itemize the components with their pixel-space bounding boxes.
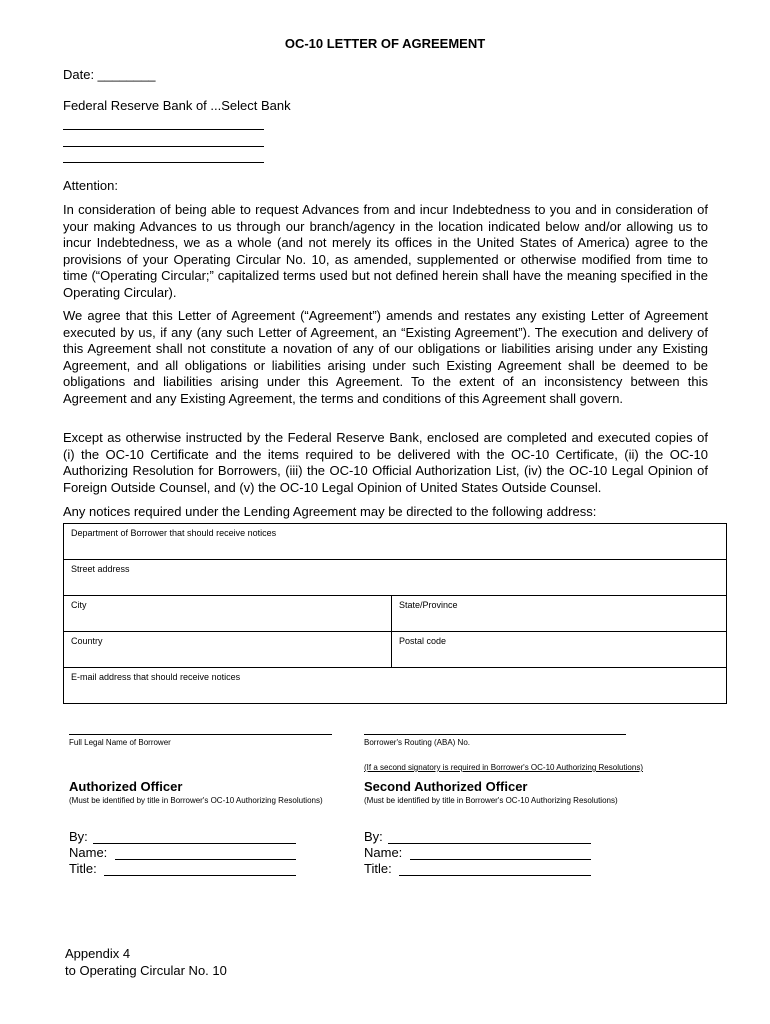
country-label: Country (71, 636, 103, 646)
city-field[interactable] (64, 596, 392, 632)
officer2-by-line[interactable] (388, 843, 591, 844)
date-line[interactable]: Date: ________ (63, 67, 156, 82)
state-label: State/Province (399, 600, 458, 610)
officer2-by-label: By: (364, 829, 383, 844)
officer1-title-line[interactable] (104, 875, 296, 876)
department-field[interactable] (64, 524, 727, 560)
officer2-name-line[interactable] (410, 859, 591, 860)
address-line-2[interactable] (63, 146, 264, 147)
borrower-name-line[interactable] (69, 734, 332, 735)
footer-appendix: Appendix 4 (65, 946, 131, 961)
borrower-name-label: Full Legal Name of Borrower (69, 738, 171, 747)
department-label: Department of Borrower that should receive notices (71, 528, 277, 538)
second-officer-heading: Second Authorized Officer (364, 779, 528, 794)
paragraph-agreement: We agree that this Letter of Agreement (“Agreement”) amends and restates any existing Letter of Agreement executed by us, if any (any such Letter of Agreement, an “Existing Agreement”). The execution and delivery of this Agreement shall not constitute a novation of any of our obligations or liabilities arising under any Existing Agreement, and all obligations or liabilities arising under such Existing Agreement shall be deemed to be obligations and liabilities arising under this Agreement. To the extent of an inconsistency between this Agreement and any Existing Agreement, the terms and conditions of this Agreement shall govern. (63, 308, 708, 406)
footer-circular: to Operating Circular No. 10 (65, 963, 227, 978)
email-label: E-mail address that should receive notices (71, 672, 241, 682)
paragraph-consideration: In consideration of being able to request Advances from and incur Indebtedness to you and in consideration of your making Advances to us through our branch/agency in the location indicated below and/or allowing us to incur Indebtedness, we as a whole (and not merely its offices in the United States of America) agree to the provisions of your Operating Circular No. 10, as amended, supplemented or otherwise modified from time to time (“Operating Circular;” capitalized terms used but not defined herein shall have the meaning specified in the Operating Circular). (63, 202, 708, 300)
officer1-name-label: Name: (69, 845, 108, 860)
address-line-3[interactable] (63, 162, 264, 163)
second-signatory-note: (If a second signatory is required in Borrower's OC-10 Authorizing Resolutions) (364, 763, 643, 772)
state-field[interactable] (392, 596, 727, 632)
document-title: OC-10 LETTER OF AGREEMENT (284, 36, 486, 51)
officer1-by-line[interactable] (93, 843, 296, 844)
notices-line: Any notices required under the Lending Agreement may be directed to the following address: (63, 504, 597, 519)
notice-address-table (63, 523, 727, 704)
email-field[interactable] (64, 668, 727, 704)
officer2-title-label: Title: (364, 861, 392, 876)
authorized-officer-note: (Must be identified by title in Borrower's OC-10 Authorizing Resolutions) (69, 796, 323, 805)
second-officer-note: (Must be identified by title in Borrower's OC-10 Authorizing Resolutions) (364, 796, 618, 805)
officer2-name-label: Name: (364, 845, 403, 860)
attention-label: Attention: (63, 178, 118, 193)
authorized-officer-heading: Authorized Officer (69, 779, 183, 794)
routing-number-line[interactable] (364, 734, 626, 735)
street-field[interactable] (64, 560, 727, 596)
address-line-1[interactable] (63, 129, 264, 130)
city-label: City (71, 600, 87, 610)
officer2-title-line[interactable] (399, 875, 591, 876)
street-label: Street address (71, 564, 130, 574)
officer1-by-label: By: (69, 829, 88, 844)
country-field[interactable] (64, 632, 392, 668)
postal-label: Postal code (399, 636, 447, 646)
routing-number-label: Borrower's Routing (ABA) No. (364, 738, 471, 747)
postal-field[interactable] (392, 632, 727, 668)
paragraph-enclosures: Except as otherwise instructed by the Federal Reserve Bank, enclosed are completed and executed copies of (i) the OC-10 Certificate and the items required to be delivered with the OC-10 Certificate, (ii) the OC-10 Authorizing Resolution for Borrowers, (iii) the OC-10 Official Authorization List, (iv) the OC-10 Legal Opinion of Foreign Outside Counsel, and (v) the OC-10 Legal Opinion of United States Outside Counsel. (63, 430, 708, 495)
officer1-name-line[interactable] (115, 859, 296, 860)
officer1-title-label: Title: (69, 861, 97, 876)
bank-select[interactable]: Federal Reserve Bank of ...Select Bank (63, 98, 291, 113)
